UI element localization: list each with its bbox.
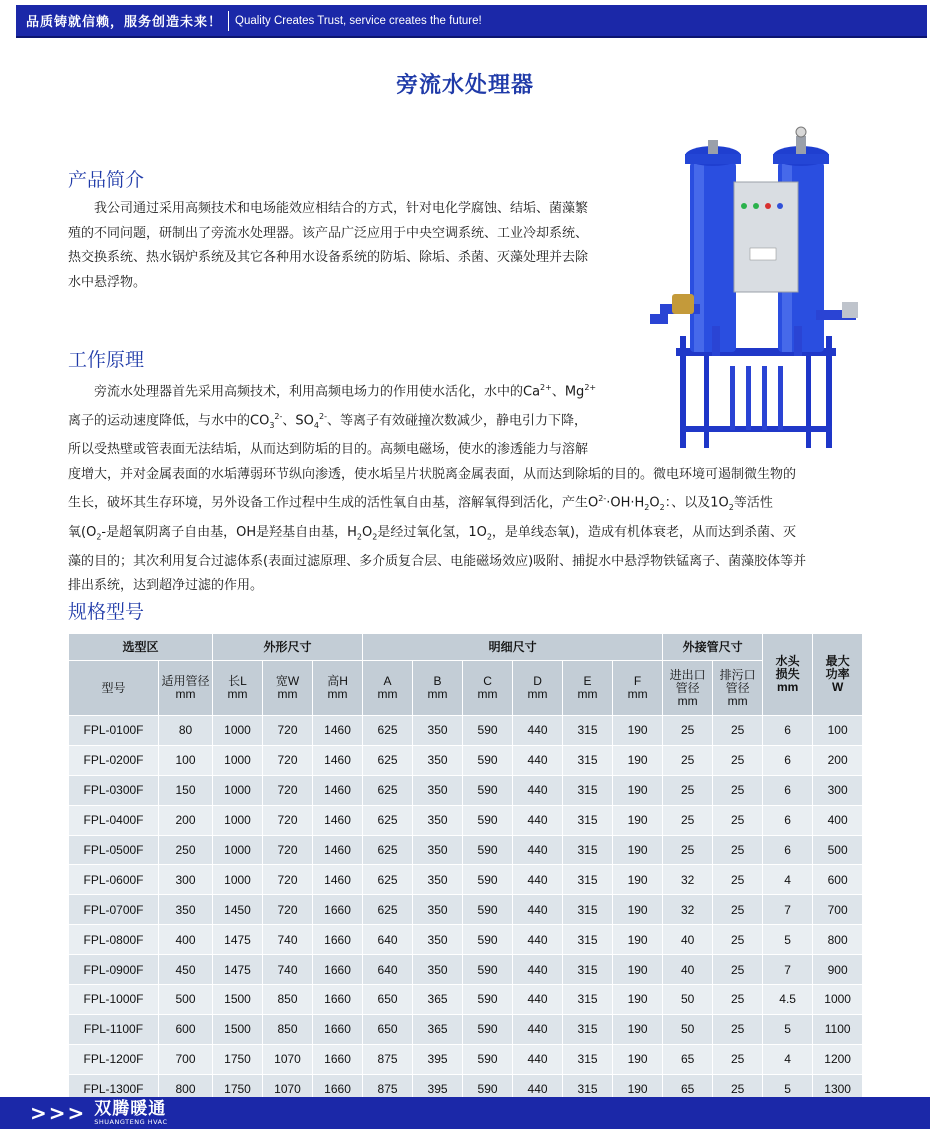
table-cell: 190: [613, 1014, 663, 1044]
table-cell: 1660: [313, 1044, 363, 1074]
table-cell: 25: [713, 895, 763, 925]
table-cell: 190: [613, 895, 663, 925]
table-cell: FPL-1200F: [69, 1044, 159, 1074]
table-cell: 395: [413, 1044, 463, 1074]
table-cell: 25: [663, 835, 713, 865]
table-cell: 590: [463, 955, 513, 985]
table-cell: 190: [613, 835, 663, 865]
col-model: 型号: [69, 661, 159, 716]
table-cell: 350: [413, 925, 463, 955]
table-cell: 1000: [213, 775, 263, 805]
table-cell: 700: [813, 895, 863, 925]
table-cell: 4: [763, 1044, 813, 1074]
table-cell: 25: [713, 716, 763, 746]
table-cell: 850: [263, 1014, 313, 1044]
intro-paragraph: [68, 197, 638, 295]
col-d: D mm: [513, 661, 563, 716]
intro-line: 水中悬浮物。: [68, 274, 147, 290]
table-cell: 1450: [213, 895, 263, 925]
table-cell: 1475: [213, 925, 263, 955]
table-cell: FPL-1100F: [69, 1014, 159, 1044]
table-cell: 1460: [313, 716, 363, 746]
table-cell: 875: [363, 1044, 413, 1074]
table-cell: 1000: [813, 985, 863, 1015]
table-cell: 200: [813, 745, 863, 775]
table-cell: 190: [613, 985, 663, 1015]
table-cell: 1660: [313, 955, 363, 985]
table-cell: 740: [263, 925, 313, 955]
table-cell: 1500: [213, 1014, 263, 1044]
table-cell: 1660: [313, 1014, 363, 1044]
group-outer-size: 外形尺寸: [213, 634, 363, 661]
table-cell: 315: [563, 955, 613, 985]
group-detail-size: 明细尺寸: [363, 634, 663, 661]
table-cell: 720: [263, 865, 313, 895]
table-cell: 590: [463, 745, 513, 775]
table-cell: 6: [763, 835, 813, 865]
brand-name-en: SHUANGTENG HVAC: [94, 1118, 168, 1126]
table-cell: 590: [463, 805, 513, 835]
table-cell: 190: [613, 865, 663, 895]
table-cell: 190: [613, 1074, 663, 1104]
slogan-cn: 品质铸就信赖，服务创造未来！: [26, 15, 223, 30]
table-cell: 350: [413, 835, 463, 865]
intro-line: 殖的不同问题，研制出了旁流水处理器。该产品广泛应用于中央空调系统、工业冷却系统、: [68, 225, 589, 241]
table-cell: 5: [763, 1074, 813, 1104]
table-row: [69, 716, 863, 746]
table-cell: FPL-0200F: [69, 745, 159, 775]
col-drain-pipe: 排污口 管径 mm: [713, 661, 763, 716]
table-cell: 850: [263, 985, 313, 1015]
table-cell: 800: [159, 1074, 213, 1104]
table-cell: 440: [513, 835, 563, 865]
table-cell: 250: [159, 835, 213, 865]
table-cell: FPL-0400F: [69, 805, 159, 835]
table-cell: 7: [763, 955, 813, 985]
table-cell: 350: [413, 745, 463, 775]
principle-line: 度增大，并对金属表面的水垢薄弱环节纵向渗透，使水垢呈片状脱离金属表面，从而达到除垢的目的。微电环境可遏制微生物的: [68, 466, 797, 482]
table-cell: 1100: [813, 1014, 863, 1044]
table-cell: 590: [463, 775, 513, 805]
table-cell: 1070: [263, 1044, 313, 1074]
table-cell: 6: [763, 745, 813, 775]
table-cell: 1460: [313, 865, 363, 895]
table-cell: 600: [159, 1014, 213, 1044]
table-cell: 1070: [263, 1074, 313, 1104]
table-cell: 450: [159, 955, 213, 985]
table-cell: 350: [413, 865, 463, 895]
table-cell: 1000: [213, 745, 263, 775]
table-cell: 50: [663, 1014, 713, 1044]
table-row: [69, 835, 863, 865]
table-cell: 25: [713, 745, 763, 775]
table-cell: 650: [363, 985, 413, 1015]
footer-arrows: >>>: [30, 1101, 87, 1125]
table-cell: 350: [159, 895, 213, 925]
table-cell: 315: [563, 895, 613, 925]
table-cell: 25: [713, 835, 763, 865]
table-row: [69, 955, 863, 985]
table-cell: 25: [713, 865, 763, 895]
table-cell: 440: [513, 1044, 563, 1074]
table-cell: 350: [413, 805, 463, 835]
col-pipe-dia: 适用管径 mm: [159, 661, 213, 716]
page-title: 旁流水处理器: [395, 73, 534, 98]
col-f: F mm: [613, 661, 663, 716]
table-cell: 7: [763, 895, 813, 925]
table-cell: 315: [563, 925, 613, 955]
footer-bar: [0, 1097, 930, 1129]
table-cell: 65: [663, 1074, 713, 1104]
group-selection: 选型区: [69, 634, 213, 661]
table-cell: 440: [513, 716, 563, 746]
table-cell: 4: [763, 865, 813, 895]
table-cell: 590: [463, 985, 513, 1015]
table-cell: 315: [563, 1044, 613, 1074]
table-cell: 625: [363, 865, 413, 895]
table-cell: 440: [513, 895, 563, 925]
principle-line: 所以受热壁或管表面无法结垢，从而达到防垢的目的。高频电磁场，使水的渗透能力与溶解: [68, 442, 589, 458]
table-cell: 315: [563, 1014, 613, 1044]
table-cell: 6: [763, 716, 813, 746]
table-cell: 32: [663, 865, 713, 895]
principle-line: 离子的运动速度降低，与水中的$CO_3^{2-}$、$SO_4^{2-}$、等离子有效碰撞次数减少，静电引力下降，: [68, 411, 587, 430]
table-cell: 5: [763, 1014, 813, 1044]
table-cell: 1300: [813, 1074, 863, 1104]
table-row: [69, 775, 863, 805]
table-cell: 350: [413, 716, 463, 746]
table-row: [69, 895, 863, 925]
table-cell: 625: [363, 745, 413, 775]
table-cell: 32: [663, 895, 713, 925]
table-cell: 6: [763, 775, 813, 805]
table-cell: 190: [613, 745, 663, 775]
table-cell: 1660: [313, 1074, 363, 1104]
table-cell: 590: [463, 925, 513, 955]
table-cell: 1460: [313, 835, 363, 865]
table-cell: 500: [159, 985, 213, 1015]
table-cell: 400: [159, 925, 213, 955]
table-cell: 440: [513, 1014, 563, 1044]
table-cell: 350: [413, 775, 463, 805]
table-cell: 50: [663, 985, 713, 1015]
table-cell: FPL-0500F: [69, 835, 159, 865]
table-cell: 640: [363, 925, 413, 955]
table-cell: 315: [563, 716, 613, 746]
table-row: [69, 865, 863, 895]
table-cell: 25: [713, 1044, 763, 1074]
principle-line: 排出系统，达到超净过滤的作用。: [68, 578, 264, 594]
slogan-en: Quality Creates Trust, service creates the future!: [235, 14, 482, 27]
table-row: [69, 745, 863, 775]
table-cell: 100: [159, 745, 213, 775]
table-cell: 900: [813, 955, 863, 985]
table-cell: FPL-1300F: [69, 1074, 159, 1104]
table-cell: 1000: [213, 716, 263, 746]
table-cell: 720: [263, 745, 313, 775]
table-cell: 1475: [213, 955, 263, 985]
table-cell: 640: [363, 955, 413, 985]
table-cell: 190: [613, 805, 663, 835]
table-cell: 400: [813, 805, 863, 835]
table-cell: 315: [563, 745, 613, 775]
table-cell: 190: [613, 716, 663, 746]
table-cell: 190: [613, 955, 663, 985]
table-cell: 1660: [313, 985, 363, 1015]
table-cell: FPL-0100F: [69, 716, 159, 746]
brand-name-cn: 双腾暖通: [94, 1099, 167, 1119]
table-cell: 590: [463, 895, 513, 925]
intro-line: 我公司通过采用高频技术和电场能效应相结合的方式，针对电化学腐蚀、结垢、菌藻繁: [94, 201, 589, 216]
table-cell: 800: [813, 925, 863, 955]
table-cell: 590: [463, 835, 513, 865]
table-cell: 625: [363, 895, 413, 925]
table-cell: 1750: [213, 1044, 263, 1074]
table-cell: FPL-0800F: [69, 925, 159, 955]
table-cell: 1660: [313, 925, 363, 955]
table-cell: 440: [513, 955, 563, 985]
table-cell: 100: [813, 716, 863, 746]
table-cell: 720: [263, 895, 313, 925]
table-cell: 315: [563, 805, 613, 835]
table-cell: 1460: [313, 775, 363, 805]
table-cell: 590: [463, 1014, 513, 1044]
table-cell: 740: [263, 955, 313, 985]
table-cell: 440: [513, 1074, 563, 1104]
table-cell: 25: [663, 745, 713, 775]
table-cell: 720: [263, 835, 313, 865]
table-cell: 190: [613, 775, 663, 805]
table-row: [69, 1014, 863, 1044]
slogan-divider: [228, 11, 229, 31]
table-cell: 440: [513, 925, 563, 955]
table-cell: 4.5: [763, 985, 813, 1015]
table-cell: 1500: [213, 985, 263, 1015]
table-cell: 25: [713, 1074, 763, 1104]
table-cell: 300: [159, 865, 213, 895]
table-cell: 6: [763, 805, 813, 835]
col-head-loss: 水头 损失 mm: [763, 634, 813, 716]
table-cell: 190: [613, 1044, 663, 1074]
table-cell: 440: [513, 745, 563, 775]
table-cell: 590: [463, 1044, 513, 1074]
table-cell: 1000: [213, 865, 263, 895]
table-cell: 650: [363, 1014, 413, 1044]
table-cell: 300: [813, 775, 863, 805]
col-a: A mm: [363, 661, 413, 716]
table-cell: 315: [563, 1074, 613, 1104]
table-cell: FPL-1000F: [69, 985, 159, 1015]
table-cell: 1460: [313, 805, 363, 835]
table-cell: 40: [663, 955, 713, 985]
table-cell: 365: [413, 1014, 463, 1044]
table-cell: 315: [563, 835, 613, 865]
table-cell: 1460: [313, 745, 363, 775]
table-cell: 350: [413, 895, 463, 925]
table-cell: FPL-0900F: [69, 955, 159, 985]
table-cell: 200: [159, 805, 213, 835]
table-cell: 315: [563, 865, 613, 895]
table-cell: 590: [463, 716, 513, 746]
principle-line: 氧($O_2-$是超氧阴离子自由基，OH是羟基自由基，$H_2O_2$是经过氧化氢，$1O_2$，是单线态氧)，造成有机体衰老，从而达到杀菌、灭: [68, 524, 796, 542]
intro-heading: 产品简介: [68, 169, 145, 191]
table-cell: 25: [713, 925, 763, 955]
table-cell: 25: [713, 805, 763, 835]
table-cell: 315: [563, 775, 613, 805]
table-cell: 440: [513, 775, 563, 805]
table-cell: 25: [663, 775, 713, 805]
principle-heading: 工作原理: [68, 349, 145, 371]
col-e: E mm: [563, 661, 613, 716]
table-cell: 625: [363, 835, 413, 865]
table-cell: 25: [663, 805, 713, 835]
table-cell: 350: [413, 955, 463, 985]
table-cell: 150: [159, 775, 213, 805]
col-length: 长L mm: [213, 661, 263, 716]
principle-line: 生长，破坏其生存环境，另外设备工作过程中生成的活性氧自由基，溶解氧得到活化，产生$O^{2-}\cdot OH\cdot H_2O_2$：、以及$1O_2$等活性: [68, 494, 773, 513]
table-cell: 1200: [813, 1044, 863, 1074]
table-cell: 25: [713, 985, 763, 1015]
table-cell: 315: [563, 985, 613, 1015]
table-cell: 625: [363, 716, 413, 746]
col-width: 宽W mm: [263, 661, 313, 716]
table-row: [69, 805, 863, 835]
table-cell: 1750: [213, 1074, 263, 1104]
table-cell: 190: [613, 925, 663, 955]
header-banner: [16, 5, 927, 38]
col-b: B mm: [413, 661, 463, 716]
table-cell: 25: [713, 1014, 763, 1044]
principle-paragraph: [68, 376, 868, 599]
col-height: 高H mm: [313, 661, 363, 716]
table-cell: 1660: [313, 895, 363, 925]
principle-line: 旁流水处理器首先采用高频技术，利用高频电场力的作用使水活化，水中的$Ca^{2+}$、$Mg^{2+}$: [94, 383, 597, 400]
table-cell: 80: [159, 716, 213, 746]
table-cell: 500: [813, 835, 863, 865]
table-cell: 365: [413, 985, 463, 1015]
table-cell: 395: [413, 1074, 463, 1104]
col-inout-pipe: 进出口 管径 mm: [663, 661, 713, 716]
table-cell: 40: [663, 925, 713, 955]
specs-heading: 规格型号: [68, 601, 145, 623]
table-cell: FPL-0600F: [69, 865, 159, 895]
table-cell: 440: [513, 985, 563, 1015]
table-cell: 720: [263, 775, 313, 805]
table-cell: 1000: [213, 835, 263, 865]
table-cell: 590: [463, 865, 513, 895]
table-cell: 25: [713, 775, 763, 805]
table-row: [69, 1044, 863, 1074]
table-cell: 720: [263, 805, 313, 835]
table-cell: 1000: [213, 805, 263, 835]
spec-table: [68, 633, 863, 1105]
table-cell: 440: [513, 805, 563, 835]
table-cell: 25: [663, 716, 713, 746]
table-cell: 875: [363, 1074, 413, 1104]
col-c: C mm: [463, 661, 513, 716]
table-cell: 25: [713, 955, 763, 985]
spec-table-body: [69, 716, 863, 1105]
intro-line: 热交换系统、热水锅炉系统及其它各种用水设备系统的防垢、除垢、杀菌、灭藻处理并去除: [68, 250, 589, 265]
principle-line: 藻的目的；其次利用复合过滤体系(表面过滤原理、多介质复合层、电能磁场效应)吸附、捕捉水中悬浮物铁锰离子、菌藻胶体等并: [68, 553, 807, 569]
group-pipe-size: 外接管尺寸: [663, 634, 763, 661]
table-cell: FPL-0300F: [69, 775, 159, 805]
table-cell: 5: [763, 925, 813, 955]
table-cell: 65: [663, 1044, 713, 1074]
table-cell: 625: [363, 775, 413, 805]
table-cell: 440: [513, 865, 563, 895]
table-row: [69, 985, 863, 1015]
header-bar: [0, 0, 930, 40]
table-cell: 625: [363, 805, 413, 835]
table-cell: 600: [813, 865, 863, 895]
table-cell: FPL-0700F: [69, 895, 159, 925]
table-cell: 700: [159, 1044, 213, 1074]
table-cell: 590: [463, 1074, 513, 1104]
table-cell: 720: [263, 716, 313, 746]
brand-logo: [94, 1100, 167, 1126]
col-max-power: 最大 功率 W: [813, 634, 863, 716]
table-row: [69, 925, 863, 955]
